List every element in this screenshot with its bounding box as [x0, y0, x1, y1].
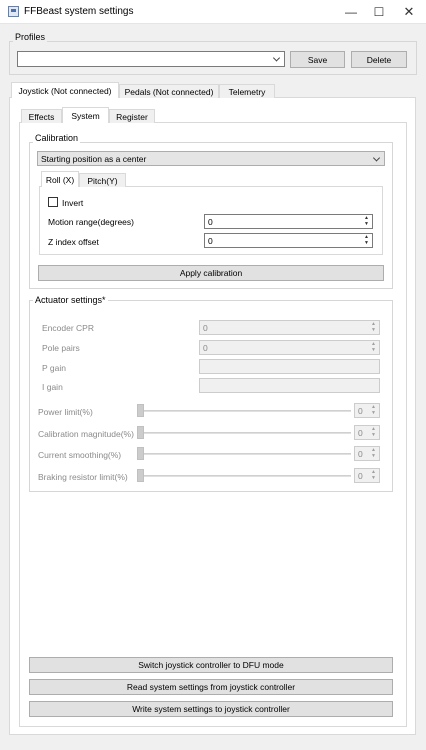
close-button[interactable]: ✕: [403, 4, 415, 19]
calibration-magnitude-slider[interactable]: [137, 432, 351, 434]
window-title: FFBeast system settings: [24, 6, 134, 17]
braking-resistor-limit-label: Braking resistor limit(%): [38, 472, 128, 482]
braking-resistor-limit-slider[interactable]: [137, 475, 351, 477]
write-settings-button[interactable]: Write system settings to joystick controller: [29, 701, 393, 717]
profiles-label: Profiles: [15, 32, 46, 42]
spin-arrows-icon[interactable]: ▲ ▼: [364, 215, 369, 227]
power-limit-slider[interactable]: [137, 410, 351, 412]
i-gain-field[interactable]: [199, 378, 380, 393]
delete-button[interactable]: Delete: [351, 51, 407, 68]
power-limit-label: Power limit(%): [38, 407, 93, 417]
calibration-magnitude-slider-handle[interactable]: [137, 426, 144, 439]
actuator-settings-label: Actuator settings*: [35, 295, 106, 305]
motion-range-spinbox[interactable]: [204, 214, 373, 229]
tab-pedals[interactable]: Pedals (Not connected): [119, 84, 219, 98]
tab-telemetry[interactable]: Telemetry: [219, 84, 275, 98]
read-settings-button[interactable]: Read system settings from joystick controller: [29, 679, 393, 695]
tab-effects[interactable]: Effects: [21, 109, 62, 123]
spin-arrows-icon[interactable]: ▲ ▼: [371, 426, 376, 438]
pole-pairs-spinbox[interactable]: [199, 340, 380, 355]
current-smoothing-value: 0: [358, 448, 363, 459]
app-icon: [8, 6, 19, 17]
spin-arrows-icon[interactable]: ▲ ▼: [371, 469, 376, 481]
encoder-cpr-value: 0: [203, 322, 208, 333]
pole-pairs-label: Pole pairs: [42, 343, 80, 353]
tab-register[interactable]: Register: [109, 109, 155, 123]
power-limit-value: 0: [358, 405, 363, 416]
tab-joystick[interactable]: Joystick (Not connected): [11, 82, 119, 98]
chevron-down-icon: [273, 54, 280, 61]
invert-checkbox[interactable]: [48, 197, 58, 207]
power-limit-slider-handle[interactable]: [137, 404, 144, 417]
dfu-mode-button[interactable]: Switch joystick controller to DFU mode: [29, 657, 393, 673]
z-index-offset-spinbox[interactable]: [204, 233, 373, 248]
save-button[interactable]: Save: [290, 51, 345, 68]
motion-range-label: Motion range(degrees): [48, 217, 134, 227]
minimize-button[interactable]: —: [345, 5, 357, 19]
chevron-down-icon: [373, 154, 380, 161]
invert-label: Invert: [62, 198, 84, 208]
calibration-mode-select[interactable]: [37, 151, 385, 166]
spin-arrows-icon[interactable]: ▲ ▼: [364, 234, 369, 246]
apply-calibration-button[interactable]: Apply calibration: [38, 265, 384, 281]
calibration-magnitude-value: 0: [358, 427, 363, 438]
braking-resistor-limit-slider-handle[interactable]: [137, 469, 144, 482]
braking-resistor-limit-spinbox[interactable]: [354, 468, 380, 483]
spin-arrows-icon[interactable]: ▲ ▼: [371, 447, 376, 459]
pole-pairs-value: 0: [203, 342, 208, 353]
tab-roll-x[interactable]: Roll (X): [41, 171, 79, 187]
calibration-label: Calibration: [35, 133, 79, 143]
p-gain-label: P gain: [42, 363, 66, 373]
tab-pitch-y[interactable]: Pitch(Y): [79, 173, 126, 187]
encoder-cpr-label: Encoder CPR: [42, 323, 94, 333]
encoder-cpr-spinbox[interactable]: [199, 320, 380, 335]
current-smoothing-label: Current smoothing(%): [38, 450, 122, 460]
z-index-offset-label: Z index offset: [48, 237, 99, 247]
profile-select[interactable]: [17, 51, 285, 67]
current-smoothing-slider[interactable]: [137, 453, 351, 455]
current-smoothing-slider-handle[interactable]: [137, 447, 144, 460]
tab-system[interactable]: System: [62, 107, 109, 123]
braking-resistor-limit-value: 0: [358, 470, 363, 481]
spin-arrows-icon[interactable]: ▲ ▼: [371, 341, 376, 353]
motion-range-value: 0: [208, 216, 213, 227]
calibration-magnitude-label: Calibration magnitude(%): [38, 429, 134, 439]
spin-arrows-icon[interactable]: ▲ ▼: [371, 404, 376, 416]
p-gain-field[interactable]: [199, 359, 380, 374]
maximize-button[interactable]: ☐: [373, 5, 385, 19]
current-smoothing-spinbox[interactable]: [354, 446, 380, 461]
calibration-mode-value: Starting position as a center: [41, 153, 147, 164]
i-gain-label: I gain: [42, 382, 63, 392]
z-index-offset-value: 0: [208, 235, 213, 246]
calibration-magnitude-spinbox[interactable]: [354, 425, 380, 440]
power-limit-spinbox[interactable]: [354, 403, 380, 418]
spin-arrows-icon[interactable]: ▲ ▼: [371, 321, 376, 333]
